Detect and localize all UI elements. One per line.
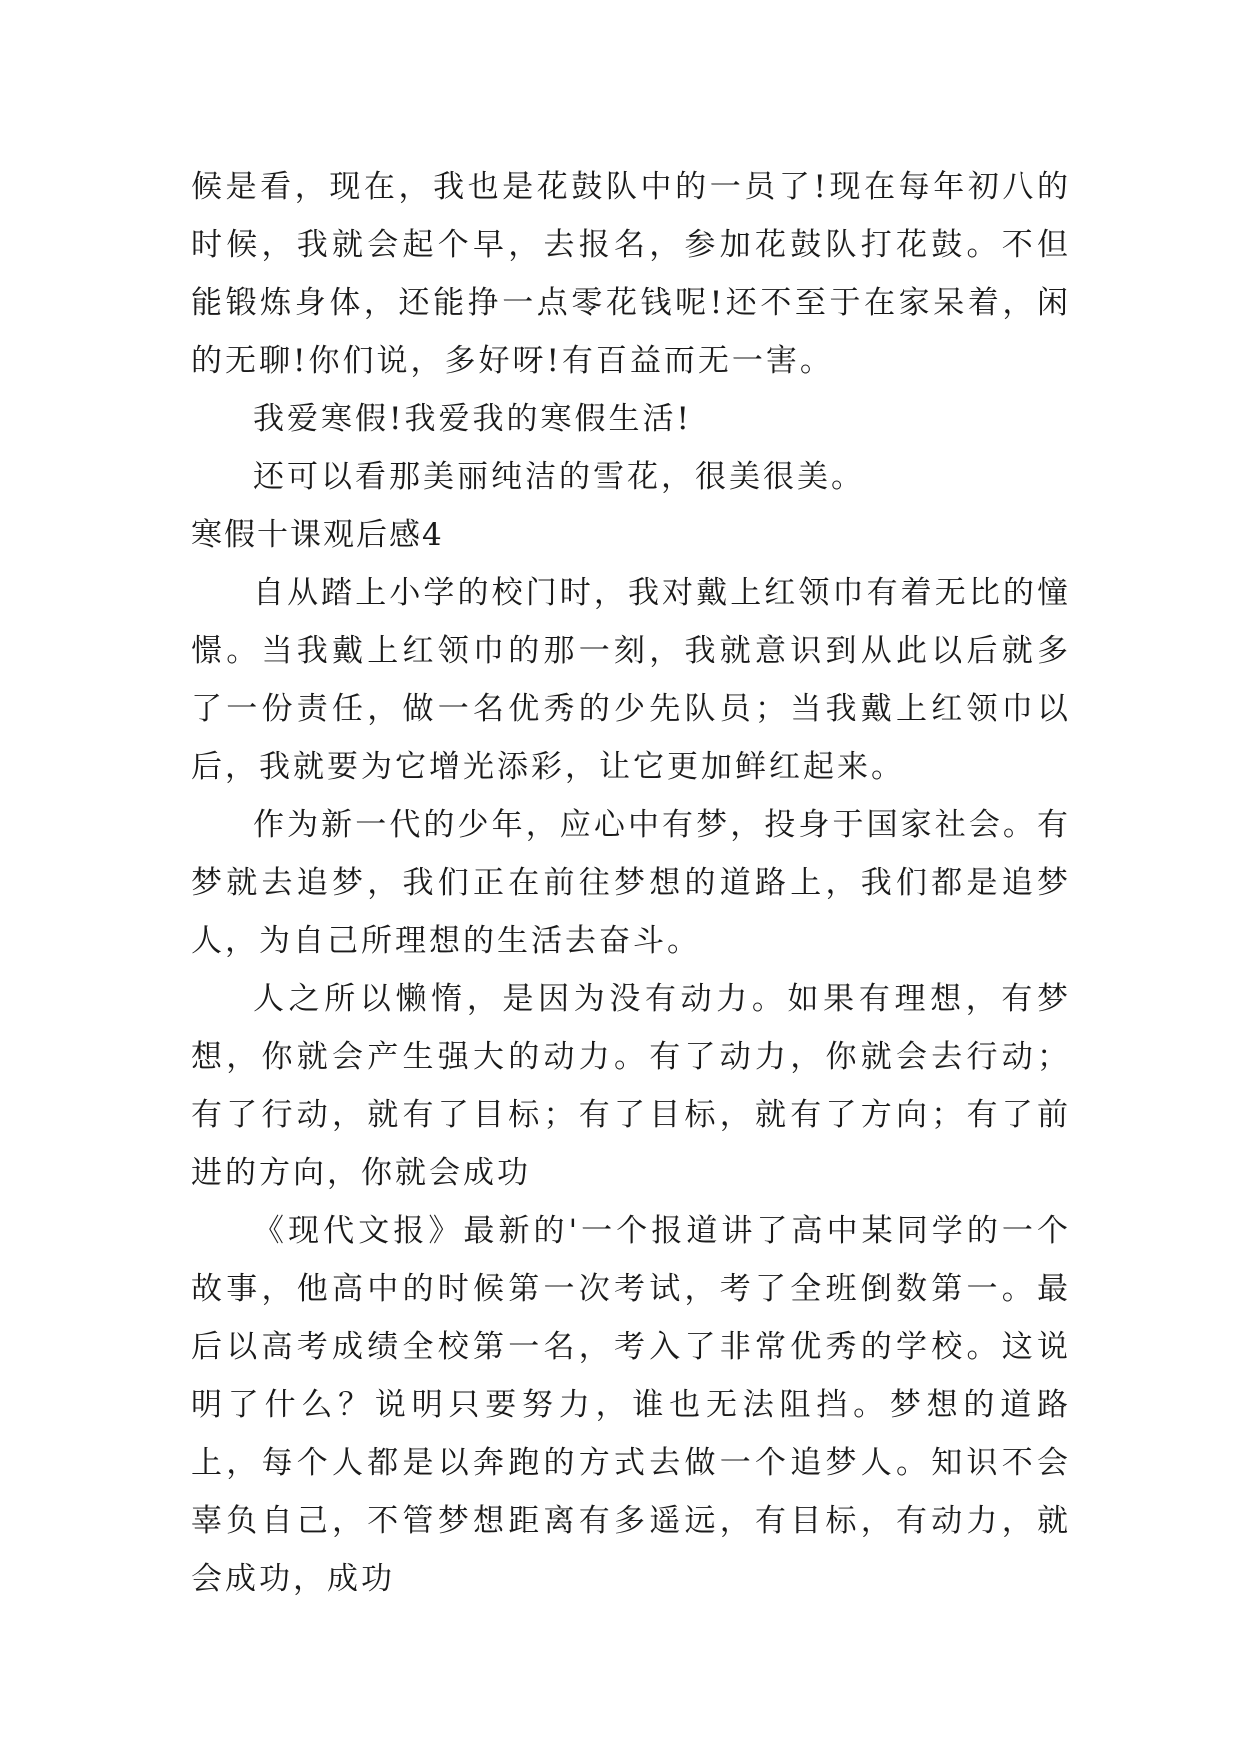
paragraph-new-generation: 作为新一代的少年，应心中有梦，投身于国家社会。有梦就去追梦，我们正在前往梦想的道路上，我们都是追梦人，为自己所理想的生活去奋斗。 — [191, 807, 1071, 959]
paragraph-red-scarf: 自从踏上小学的校门时，我对戴上红领巾有着无比的憧憬。当我戴上红领巾的那一刻，我就意识到从此以后就多了一份责任，做一名优秀的少先队员；当我戴上红领巾以后，我就要为它增光添彩，让它更加鲜红起来。 — [191, 575, 1071, 785]
paragraph-snowflakes: 还可以看那美丽纯洁的雪花，很美很美。 — [253, 459, 865, 495]
paragraph-modern-news: 《现代文报》最新的'一个报道讲了高中某同学的一个故事，他高中的时候第一次考试，考了全班倒数第一。最后以高考成绩全校第一名，考入了非常优秀的学校。这说明了什么？说明只要努力，谁也无法阻挡。梦想的道路上，每个人都是以奔跑的方式去做一个追梦人。知识不会辜负自己，不管梦想距离有多遥远，有目标，有动力，就会成功，成功 — [191, 1213, 1071, 1597]
paragraph-drum-team: 候是看，现在，我也是花鼓队中的一员了!现在每年初八的时候，我就会起个早，去报名，参加花鼓队打花鼓。不但能锻炼身体，还能挣一点零花钱呢!还不至于在家呆着，闲的无聊!你们说，多好呀!有百益而无一害。 — [191, 169, 1071, 379]
document-body — [191, 158, 1071, 1608]
paragraph-love-winter-break: 我爱寒假!我爱我的寒假生活! — [253, 401, 692, 437]
paragraph-motivation: 人之所以懒惰，是因为没有动力。如果有理想，有梦想，你就会产生强大的动力。有了动力，你就会去行动；有了行动，就有了目标；有了目标，就有了方向；有了前进的方向，你就会成功 — [191, 981, 1071, 1191]
section-heading: 寒假十课观后感4 — [191, 517, 444, 553]
